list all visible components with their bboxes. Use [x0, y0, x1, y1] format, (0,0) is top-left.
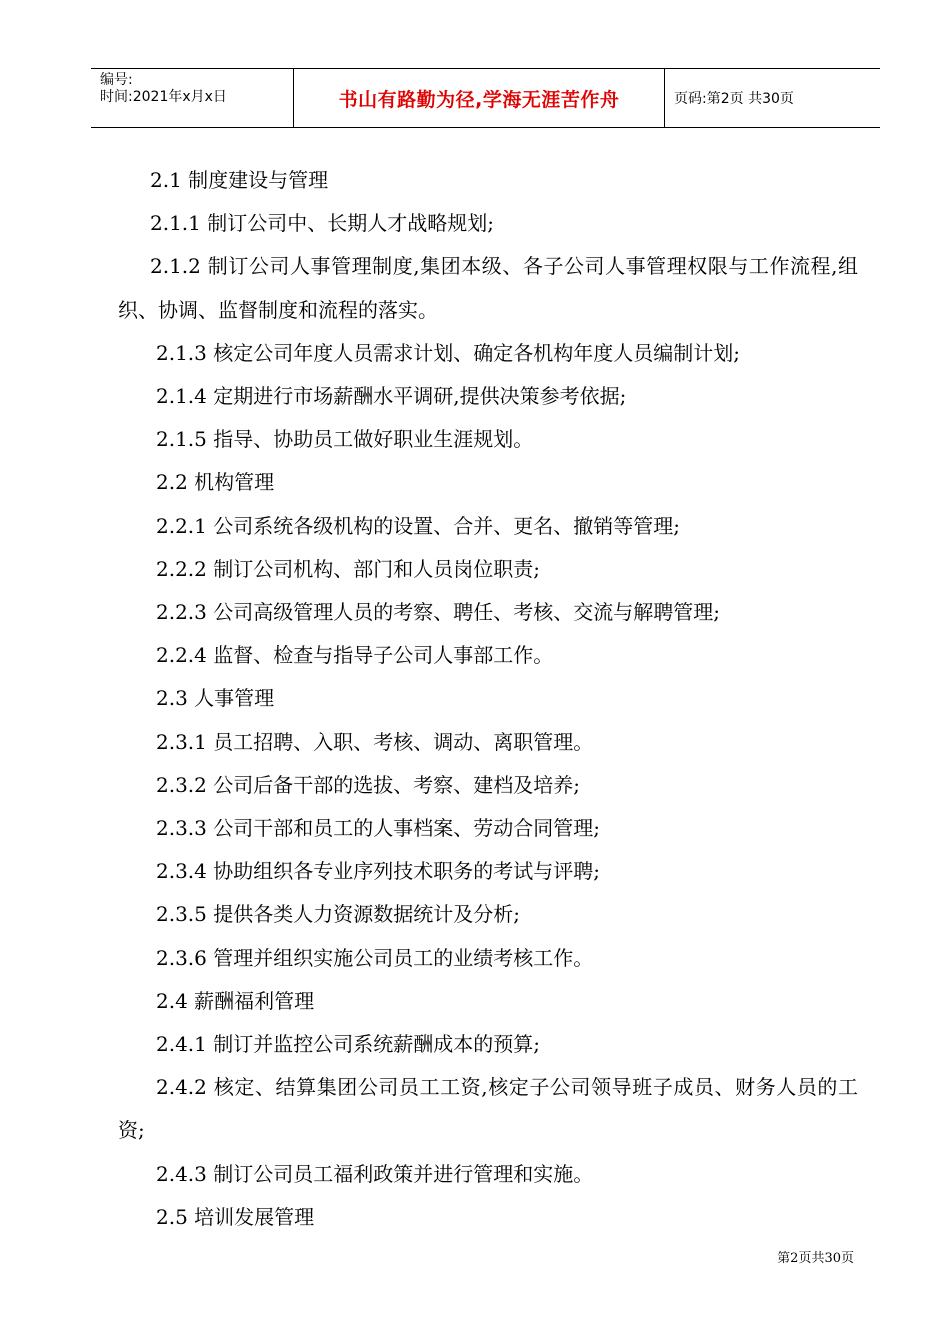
paragraph: 2.1.5 指导、协助员工做好职业生涯规划。	[156, 427, 534, 452]
paragraph: 2.3.6 管理并组织实施公司员工的业绩考核工作。	[156, 945, 594, 970]
paragraph: 2.4.1 制订并监控公司系统薪酬成本的预算;	[156, 1032, 540, 1057]
document-number-label: 编号:	[100, 72, 133, 88]
paragraph: 2.3.4 协助组织各专业序列技术职务的考试与评聘;	[156, 859, 600, 884]
section-heading-2-5: 2.5 培训发展管理	[156, 1204, 315, 1229]
paragraph: 2.4.2 核定、结算集团公司员工工资,核定子公司领导班子成员、财务人员的工资;	[118, 1075, 858, 1143]
paragraph: 2.2.3 公司高级管理人员的考察、聘任、考核、交流与解聘管理;	[156, 600, 720, 625]
section-heading-2-2: 2.2 机构管理	[156, 470, 275, 495]
paragraph: 2.4.3 制订公司员工福利政策并进行管理和实施。	[156, 1161, 594, 1186]
paragraph: 2.1.2 制订公司人事管理制度,集团本级、各子公司人事管理权限与工作流程,组织、协调、监督制度和流程的落实。	[118, 254, 858, 322]
page-footer: 第2页共30页	[777, 1251, 854, 1266]
header-meta	[91, 69, 294, 127]
paragraph: 2.2.2 制订公司机构、部门和人员岗位职责;	[156, 556, 540, 581]
paragraph: 2.2.4 监督、检查与指导子公司人事部工作。	[156, 643, 554, 668]
document-time-label: 时间:2021年x月x日	[100, 89, 227, 105]
paragraph: 2.1.1 制订公司中、长期人才战略规划;	[150, 211, 494, 236]
paragraph: 2.3.1 员工招聘、入职、考核、调动、离职管理。	[156, 729, 594, 754]
paragraph: 2.2.1 公司系统各级机构的设置、合并、更名、撤销等管理;	[156, 513, 680, 538]
paragraph: 2.1.4 定期进行市场薪酬水平调研,提供决策参考依据;	[156, 384, 627, 409]
section-heading-2-3: 2.3 人事管理	[156, 686, 275, 711]
paragraph: 2.1.3 核定公司年度人员需求计划、确定各机构年度人员编制计划;	[156, 340, 740, 365]
paragraph: 2.3.3 公司干部和员工的人事档案、劳动合同管理;	[156, 816, 600, 841]
paragraph: 2.3.5 提供各类人力资源数据统计及分析;	[156, 902, 520, 927]
header-page-number: 页码:第2页 共30页	[674, 91, 794, 107]
section-heading-2-4: 2.4 薪酬福利管理	[156, 988, 315, 1013]
section-heading-2-1: 2.1 制度建设与管理	[150, 168, 329, 192]
document-body	[118, 159, 858, 1239]
header-motto: 书山有路勤为径,学海无涯苦作舟	[294, 69, 665, 127]
paragraph: 2.3.2 公司后备干部的选拔、考察、建档及培养;	[156, 772, 580, 797]
page-header	[91, 68, 880, 128]
